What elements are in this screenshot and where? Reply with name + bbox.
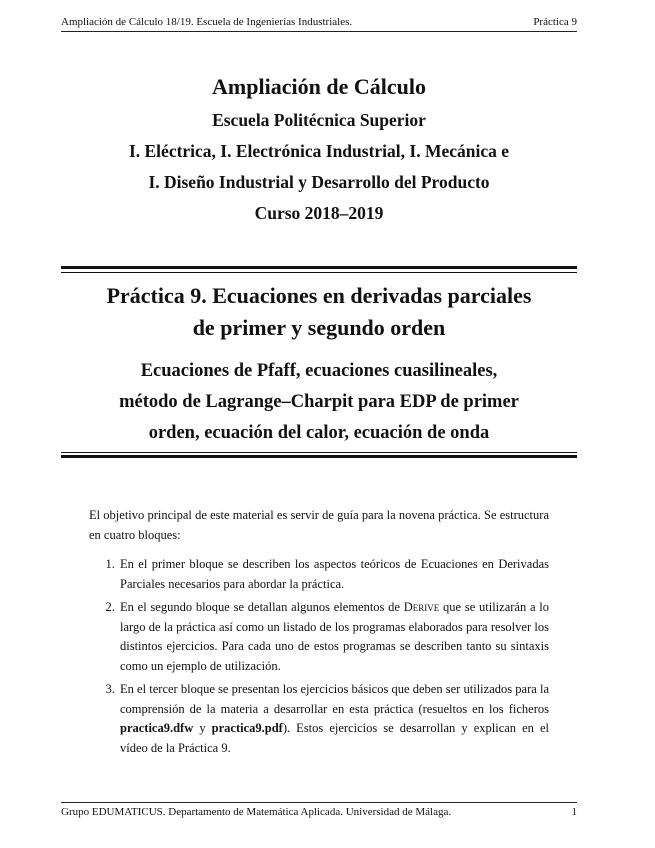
practice-subtitle-line-3: orden, ecuación del calor, ecuación de onda xyxy=(148,423,490,443)
bottom-rule-thin xyxy=(61,452,577,453)
running-footer xyxy=(61,802,577,818)
item-3-conjunction: y xyxy=(193,721,212,735)
list-item xyxy=(118,598,549,676)
header-right-text: Práctica 9 xyxy=(533,16,577,28)
header-left-text: Ampliación de Cálculo 18/19. Escuela de Ingenierías Industriales. xyxy=(61,16,353,28)
practice-subtitle xyxy=(61,356,577,449)
course-title: Ampliación de Cálculo xyxy=(212,74,426,99)
top-rule-thick xyxy=(61,266,577,269)
page-number: 1 xyxy=(571,806,577,818)
practice-title-line-2: de primer y segundo orden xyxy=(192,315,446,340)
footer-left-text: Grupo EDUMATICUS. Departamento de Matemática Aplicada. Universidad de Málaga. xyxy=(61,806,452,818)
practice-title-line-1: Práctica 9. Ecuaciones en derivadas parciales xyxy=(106,283,532,308)
intro-paragraph: El objetivo principal de este material es servir de guía para la novena práctica. Se estructura en cuatro bloques: xyxy=(89,508,549,542)
practice-heading xyxy=(61,280,577,449)
school-name: Escuela Politécnica Superior xyxy=(212,110,426,130)
bottom-rule-thick xyxy=(61,455,577,458)
item-3-text-a: En el tercer bloque se presentan los ejercicios básicos que deben ser utilizados para la comprensión de la materia a desarrollar en esta práctica (resueltos en los ficheros xyxy=(120,682,549,716)
list-item xyxy=(118,555,549,594)
practice-subtitle-line-1: Ecuaciones de Pfaff, ecuaciones cuasilineales, xyxy=(140,361,498,381)
practice-subtitle-line-2: método de Lagrange–Charpit para EDP de primer xyxy=(119,392,519,412)
item-2-text-a: En el segundo bloque se detallan algunos elementos de xyxy=(120,600,404,614)
list-item xyxy=(118,680,549,758)
item-2-text-b: que se utilizarán a lo largo de la práctica así como un listado de los programas elaborados para resolver los distintos ejercicios. Para cada uno de estos programas se describen tanto su sintaxis como un ejemplo de utilización. xyxy=(120,600,549,673)
top-rule-thin xyxy=(61,272,577,273)
degrees-line-1: I. Eléctrica, I. Electrónica Industrial, I. Mecánica e xyxy=(128,141,510,161)
body-text xyxy=(89,506,549,762)
item-1-text: En el primer bloque se describen los aspectos teóricos de Ecuaciones en Derivadas Parciales necesarios para abordar la práctica. xyxy=(120,557,549,591)
derive-name: Derive xyxy=(403,600,440,614)
blocks-list xyxy=(89,555,549,758)
degrees-line-2: I. Diseño Industrial y Desarrollo del Producto xyxy=(148,172,490,192)
file-pdf: practica9.pdf xyxy=(211,721,283,735)
running-header xyxy=(61,16,577,32)
item-3-text-b: ). Estos ejercicios se desarrollan y explican en el vídeo de la Práctica 9. xyxy=(120,721,549,755)
academic-year: Curso 2018–2019 xyxy=(254,203,384,223)
title-block xyxy=(61,74,577,232)
file-dfw: practica9.dfw xyxy=(120,721,194,735)
